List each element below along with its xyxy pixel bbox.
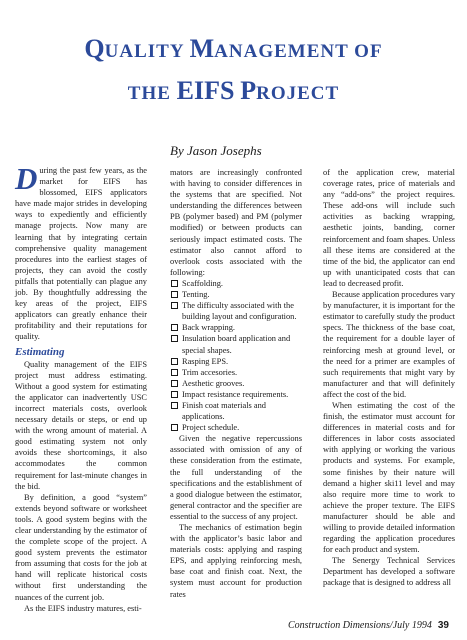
column-2 <box>170 167 302 600</box>
paragraph: Given the negative repercussions associated with omission of any of these consideration from the estimate, the full understanding of the specifications and the establishment of a good dialogue between the estimator, general contractor and the specifier are essential to the success of any project. <box>170 434 302 521</box>
byline: By Jason Josephs <box>170 143 262 158</box>
checkbox-icon <box>171 280 178 287</box>
checkbox-icon <box>171 380 178 387</box>
column-1 <box>15 161 147 614</box>
checkbox-icon <box>171 302 178 309</box>
section-heading-estimating: Estimating <box>15 345 65 358</box>
checkbox-icon <box>171 291 178 298</box>
title-line-1 <box>0 30 467 72</box>
checkbox-icon <box>171 424 178 431</box>
list-item-text: Scaffolding. <box>182 278 224 288</box>
checkbox-icon <box>171 402 178 409</box>
list-item-text: Impact resistance requirements. <box>182 389 289 399</box>
paragraph: By definition, a good “system” extends beyond software or worksheet tools. A good system begins with the clear understanding by the estimator of the complete scope of the project. A good system prevents the estimator from assuming that costs for the job at hand will replicate historical costs without first understanding the nuances of the current job. <box>15 492 147 602</box>
list-item <box>170 289 302 300</box>
list-item <box>170 322 302 333</box>
page-number: 39 <box>437 620 449 631</box>
title-smallcaps: UALITY <box>104 41 190 62</box>
list-item-text: Back wrapping. <box>182 323 236 333</box>
title-smallcaps: THE <box>127 83 177 104</box>
checkbox-icon <box>171 358 178 365</box>
lead-text: uring the past few years, as the market for EIFS has blossomed, EIFS applicators have made major strides in developing ways to expediently and efficiently manage projects. Now many are learning that by integrating certain comprehensive quality management procedures into the earliest stages of projects, they can avoid the costly pitfalls that potentially can plague any job. By thoughtfully addressing the key areas of the project, EIFS applicators can greatly enhance their profitability and their reputations for quality. <box>15 166 147 342</box>
title-cap: Q <box>84 34 105 63</box>
list-item <box>170 389 302 400</box>
list-item-text: Finish coat materials and applications. <box>182 400 266 422</box>
list-item-text: Aesthetic grooves. <box>182 378 245 388</box>
list-item <box>170 333 302 355</box>
list-item-text: Project schedule. <box>182 423 240 433</box>
title-cap: M <box>189 34 215 63</box>
title-smallcaps: ANAGEMENT OF <box>214 41 383 62</box>
title-cap: EIFS <box>176 76 235 105</box>
list-item <box>170 400 302 422</box>
list-item-text: Trim accesories. <box>182 367 238 377</box>
title-cap: P <box>240 76 257 105</box>
paragraph: of the application crew, material coverage rates, price of materials and any “add-ons” the project requires. These add-ons will include such activities as backing wrapping, aesthetic joints, banding, corner reinforcement and foam shapes. Unless all these items are considered at the time of the bid, the applicator can end up with unanticipated costs that can lead to decreased profit. <box>323 168 455 288</box>
checkbox-icon <box>171 369 178 376</box>
checkbox-icon <box>171 324 178 331</box>
paragraph: mators are increasingly confronted with having to consider differences in the systems that are specified. Not understanding the differences between PB (polymer based) and PM (polymer modified) or between products can seriously impact estimated costs. The estimator also cannot afford to overlook costs associated with the following: <box>170 168 302 277</box>
list-item <box>170 356 302 367</box>
list-item-text: Rasping EPS. <box>182 356 229 366</box>
list-item-text: The difficulty associated with the building layout and configuration. <box>182 301 297 322</box>
paragraph: Quality management of the EIFS project must address estimating. Without a good system for estimating the applicator can inadvertently USC incorrect materials costs, overlook necessary details or steps, or end up with the wrong amount of material. A good estimating system not only avoids these shortcomings, it also accommodates the common requirement for last-minute changes in the bid. <box>15 359 147 491</box>
paragraph: Because application procedures vary by manufacturer, it is important for the estimator to carefully study the product specs. The thickness of the base coat, the requirement for a double layer of reinforcing mesh at ground level, or the need for a primer are examples of such requirements that might vary by manufacturer and that will definitely affect the cost of the bid. <box>323 290 456 399</box>
list-item <box>170 378 302 389</box>
column-3 <box>323 167 455 589</box>
paragraph: When estimating the cost of the finish, the estimator must account for differences in material costs and for differences in labor costs associated with applying or working the various products and systems. For example, some finishes by their nature will demand a higher ski11 level and may also require more time to work to achieve the proper texture. The EIFS manufacturer should be able and willing to provide detailed information regarding the application procedures for each product and system. <box>323 400 455 555</box>
checkbox-icon <box>171 391 178 398</box>
checkbox-icon <box>171 335 178 342</box>
list-item <box>170 300 302 322</box>
cost-checklist <box>170 278 302 433</box>
title-smallcaps: ROJECT <box>256 83 340 104</box>
list-item-text: Insulation board application and special shapes. <box>182 334 291 355</box>
list-item <box>170 367 302 378</box>
drop-cap: D <box>15 161 38 196</box>
list-item <box>170 278 302 289</box>
paragraph: The Senergy Technical Services Department has developed a software package that is designed to address all <box>323 556 455 588</box>
page-footer <box>288 620 449 631</box>
list-item-text: Tenting. <box>182 290 210 300</box>
paragraph: As the EIFS industry matures, esti- <box>24 603 142 613</box>
article-title <box>0 30 467 114</box>
journal-name: Construction Dimensions/July 1994 <box>287 620 432 631</box>
paragraph: The mechanics of estimation begin with the applicator’s basic labor and materials costs: applying and rasping EPS, and applying reinforcing mesh, base coat and finish coat. Next, the system must account for production rates <box>170 523 302 599</box>
title-line-2 <box>0 72 467 114</box>
list-item <box>170 422 302 433</box>
lead-paragraph <box>15 161 147 343</box>
